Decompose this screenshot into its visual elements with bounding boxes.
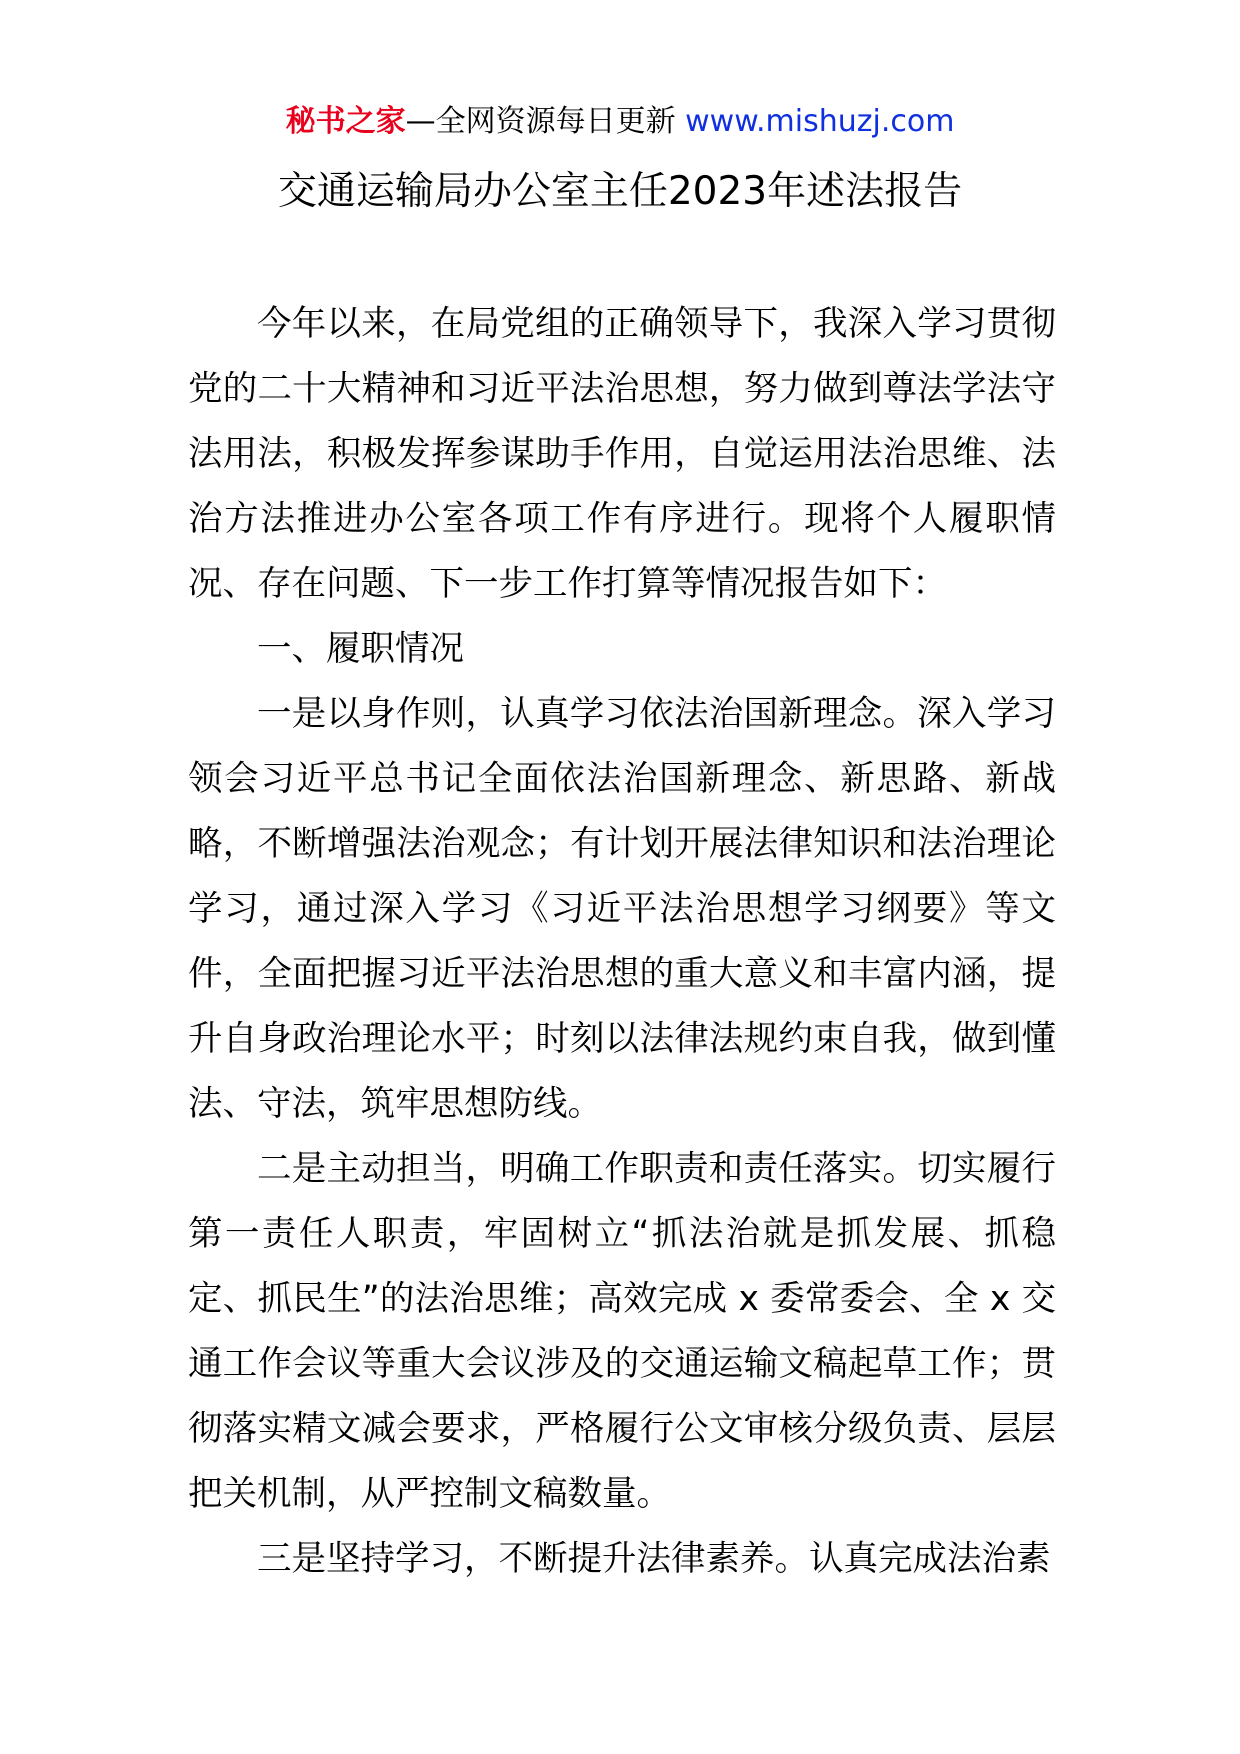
paragraph-point-3: 三是坚持学习，不断提升法律素养。认真完成法治素 [257, 1539, 1051, 1579]
website-link[interactable]: www.mishuzj.com [685, 104, 955, 139]
document-title: 交通运输局办公室主任2023年述法报告 [277, 169, 963, 214]
header-tagline: —全网资源每日更新 [405, 104, 686, 139]
paragraph-point-1: 一是以身作则，认真学习依法治国新理念。深入学习领会习近平总书记全面依法治国新理念、新思路、新战略，不断增强法治观念；有计划开展法律知识和法治理论学习，通过深入学习《习近平法治思想学习纲要》等文件，全面把握习近平法治思想的重大意义和丰富内涵，提升自身政治理论水平；时刻以法律法规约束自我，做到懂法、守法，筑牢思想防线。 [188, 694, 1056, 1124]
brand-name: 秘书之家 [285, 104, 406, 139]
document-body [188, 292, 1056, 1592]
paragraph-point-2: 二是主动担当，明确工作职责和责任落实。切实履行第一责任人职责，牢固树立“抓法治就是抓发展、抓稳定、抓民生”的法治思维；高效完成 x 委常委会、全 x 交通工作会议等重大会议涉及的交通运输文稿起草工作；贯彻落实精文减会要求，严格履行公文审核分级负责、层层把关机制，从严控制文稿数量。 [188, 1149, 1056, 1514]
paragraph-intro: 今年以来，在局党组的正确领导下，我深入学习贯彻党的二十大精神和习近平法治思想，努力做到尊法学法守法用法，积极发挥参谋助手作用，自觉运用法治思维、法治方法推进办公室各项工作有序进行。现将个人履职情况、存在问题、下一步工作打算等情况报告如下： [188, 304, 1056, 604]
section-heading: 一、履职情况 [257, 629, 464, 669]
source-header [0, 102, 1240, 142]
